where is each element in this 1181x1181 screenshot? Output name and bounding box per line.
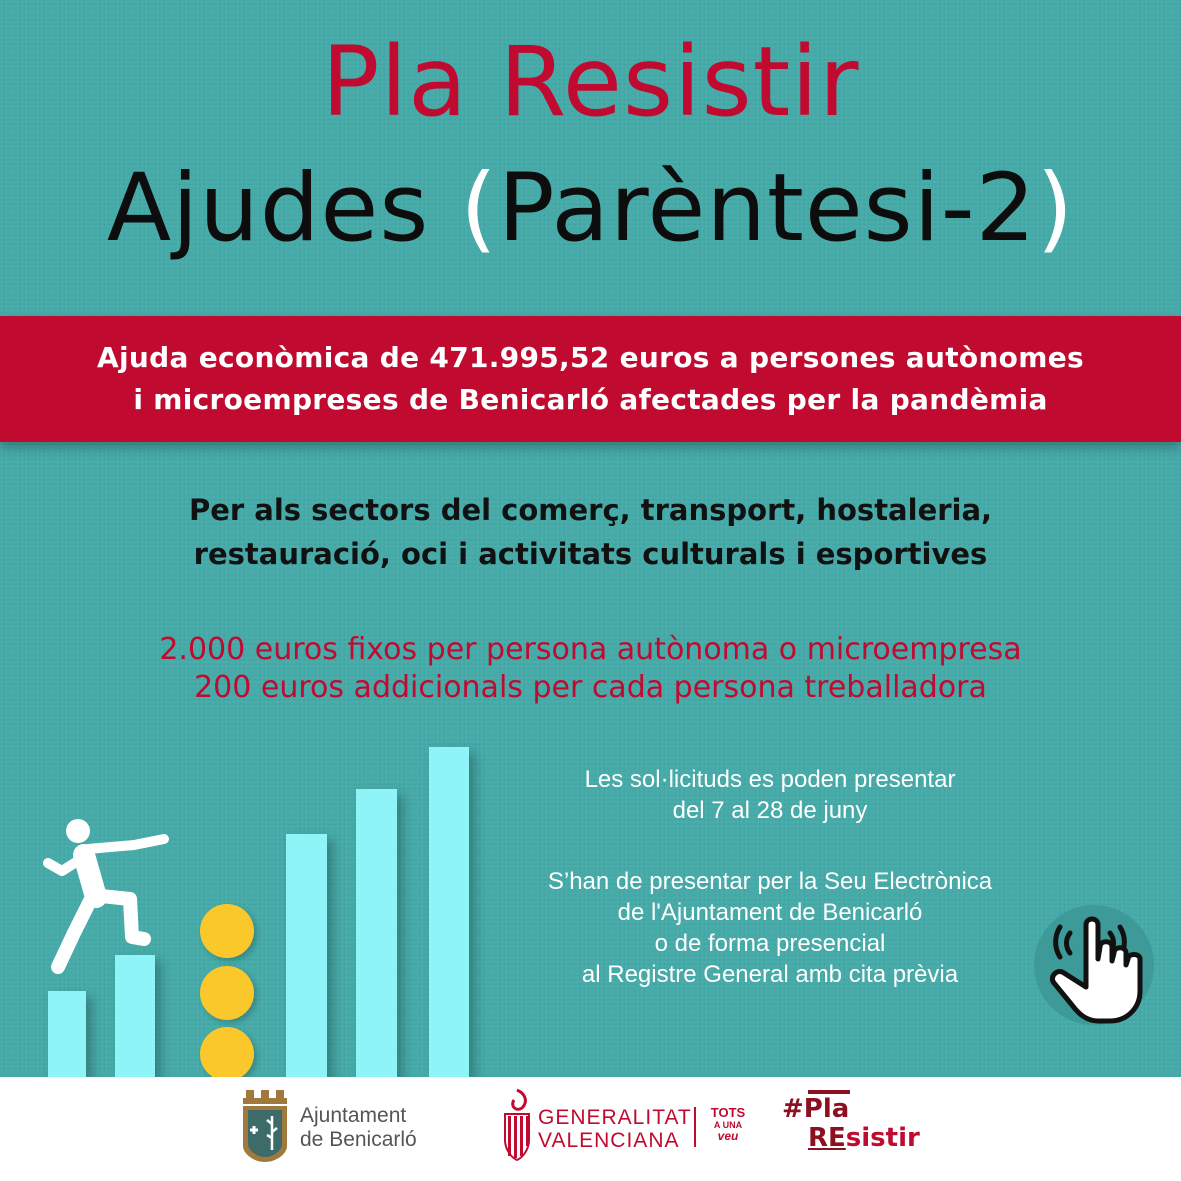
pla-resistir-re: RE bbox=[808, 1123, 846, 1153]
generalitat-line-1: GENERALITAT bbox=[538, 1106, 692, 1129]
aid-banner bbox=[0, 316, 1181, 442]
tots-line-3: veu bbox=[717, 1129, 739, 1143]
ajuntament-line-2: de Benicarló bbox=[300, 1128, 417, 1151]
subtitle-word: Ajudes bbox=[106, 154, 430, 263]
generalitat-logo-text bbox=[538, 1106, 692, 1152]
amounts-line-1: 2.000 euros fixos per persona autònoma o microempresa bbox=[159, 632, 1022, 667]
touch-hand-icon bbox=[1020, 895, 1160, 1035]
tots-a-una-veu-logo bbox=[700, 1106, 756, 1143]
coin-2 bbox=[200, 966, 254, 1020]
pla-resistir-sistir: sistir bbox=[845, 1123, 920, 1153]
generalitat-divider bbox=[694, 1107, 696, 1147]
amounts-line-2: 200 euros addicionals per cada persona treballadora bbox=[194, 670, 987, 705]
step-bar-3 bbox=[286, 834, 327, 1077]
tots-line-2: A UNA bbox=[713, 1120, 743, 1130]
step-bar-5 bbox=[429, 747, 469, 1077]
submission-info bbox=[520, 866, 1020, 990]
sectors-line-1: Per als sectors del comerç, transport, hostaleria, bbox=[188, 493, 993, 527]
application-dates bbox=[520, 764, 1020, 826]
submission-line-2: de l'Ajuntament de Benicarló bbox=[617, 899, 923, 926]
step-bar-1 bbox=[48, 991, 86, 1077]
ajuntament-line-1: Ajuntament bbox=[300, 1104, 407, 1127]
coin-3 bbox=[200, 1027, 254, 1081]
ajuntament-crest-icon bbox=[240, 1090, 290, 1164]
subtitle-paren-text: Parèntesi-2 bbox=[497, 154, 1037, 263]
submission-line-1: S’han de presentar per la Seu Electrònica bbox=[547, 868, 993, 895]
subtitle bbox=[0, 155, 1181, 263]
coin-1 bbox=[200, 904, 254, 958]
banner-line-2: i microempreses de Benicarló afectades per la pandèmia bbox=[133, 383, 1048, 416]
pla-resistir-hashtag: #Pla bbox=[782, 1094, 850, 1124]
banner-line-1: Ajuda econòmica de 471.995,52 euros a persones autònomes bbox=[97, 341, 1084, 374]
application-line-1: Les sol·licituds es poden presentar bbox=[584, 766, 956, 793]
sectors-text bbox=[0, 488, 1181, 576]
tots-line-1: TOTS bbox=[710, 1105, 746, 1120]
generalitat-emblem-icon bbox=[500, 1088, 534, 1162]
main-title: Pla Resistir bbox=[321, 26, 860, 138]
generalitat-line-2: VALENCIANA bbox=[538, 1129, 680, 1152]
ajuntament-logo-text bbox=[300, 1104, 417, 1152]
application-line-2: del 7 al 28 de juny bbox=[672, 797, 868, 824]
submission-line-4: al Registre General amb cita prèvia bbox=[581, 961, 959, 988]
step-bar-4 bbox=[356, 789, 397, 1077]
submission-line-3: o de forma presencial bbox=[654, 930, 886, 957]
paren-close: ) bbox=[1036, 154, 1075, 263]
paren-open: ( bbox=[460, 154, 498, 263]
sectors-line-2: restauració, oci i activitats culturals i esportives bbox=[193, 537, 988, 571]
amounts-text bbox=[0, 631, 1181, 707]
pla-resistir-word bbox=[808, 1124, 920, 1152]
climbing-person-icon bbox=[34, 815, 174, 985]
